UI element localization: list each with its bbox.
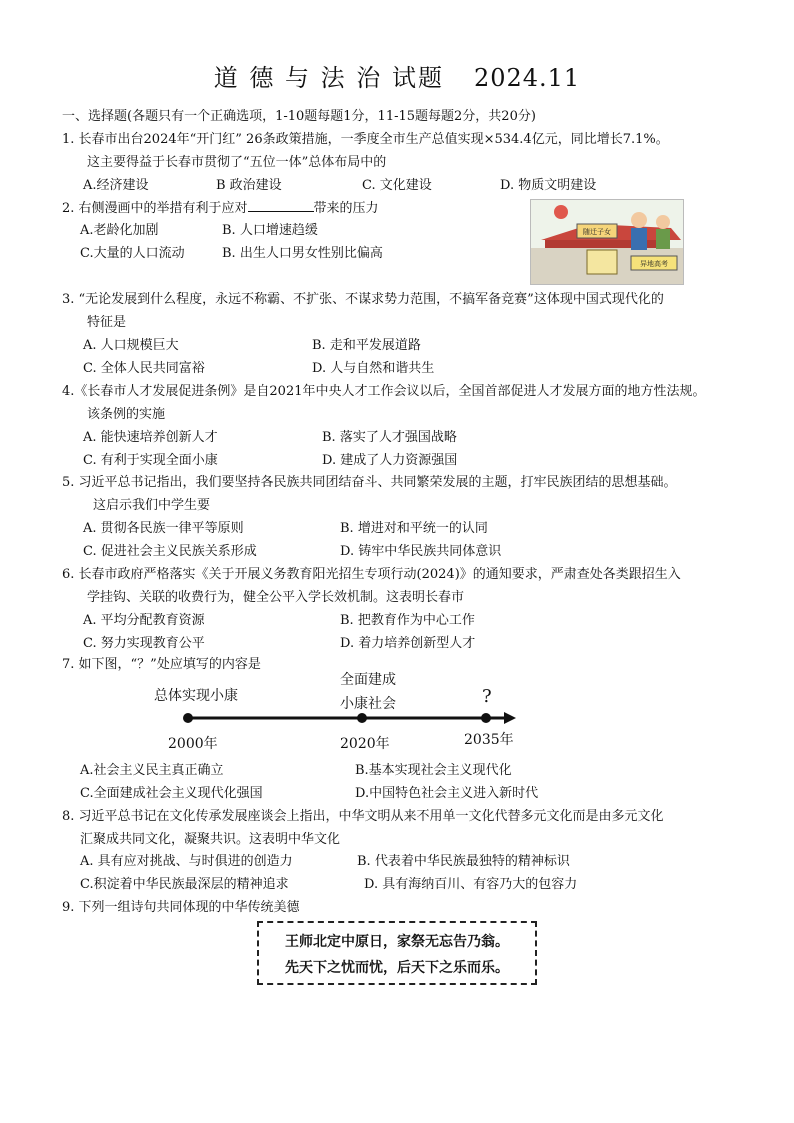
q3-stem-line1: 3. “无论发展到什么程度，永远不称霸、不扩张、不谋求势力范围，不搞军备竞赛”这体现中国式现代化的 bbox=[62, 292, 664, 307]
q8-stem-line1: 8. 习近平总书记在文化传承发展座谈会上指出，中华文明从来不用单一文化代替多元文化而是由多元文化 bbox=[62, 809, 664, 824]
q5-stem-line2: 这启示我们中学生要 bbox=[93, 498, 211, 513]
q9-poem-line2: 先天下之忧而忧，后天下之乐而乐。 bbox=[285, 960, 509, 976]
timeline-dot-2000 bbox=[183, 713, 193, 723]
timeline-year-2000: 2000年 bbox=[168, 736, 218, 752]
q2-stem-part1: 2. 右侧漫画中的举措有利于应对 bbox=[62, 201, 248, 216]
timeline-drawing bbox=[140, 668, 530, 752]
q7-option-b: B.基本实现社会主义现代化 bbox=[355, 763, 512, 778]
timeline-dot-2020 bbox=[357, 713, 367, 723]
q6-stem-line1: 6. 长春市政府严格落实《关于开展义务教育阳光招生专项行动(2024)》的通知要求，严肃查处各类跟招生入 bbox=[62, 567, 681, 582]
q5-option-a: A. 贯彻各民族一律平等原则 bbox=[83, 521, 244, 536]
q8-option-c: C.积淀着中华民族最深层的精神追求 bbox=[80, 877, 289, 892]
q7-option-c: C.全面建成社会主义现代化强国 bbox=[80, 786, 263, 801]
q9-stem: 9. 下列一组诗句共同体现的中华传统美德 bbox=[62, 900, 300, 915]
q8-option-d: D. 具有海纳百川、有容乃大的包容力 bbox=[364, 877, 578, 892]
q4-option-a: A. 能快速培养创新人才 bbox=[83, 430, 218, 445]
q1-stem-line1: 1. 长春市出台2024年“开门红” 26条政策措施，一季度全市生产总值实现×534.4亿元，同比增长7.1%。 bbox=[62, 132, 669, 147]
q3-stem-line2: 特征是 bbox=[87, 315, 127, 330]
q6-option-a: A. 平均分配教育资源 bbox=[83, 613, 205, 628]
comic-sign-2: 异地高考 bbox=[640, 260, 668, 268]
timeline-dot-2035 bbox=[481, 713, 491, 723]
q1-stem-line2: 这主要得益于长春市贯彻了“五位一体”总体布局中的 bbox=[87, 155, 387, 170]
q2-option-d: B. 出生人口男女性别比偏高 bbox=[222, 246, 383, 261]
q6-option-b: B. 把教育作为中心工作 bbox=[340, 613, 475, 628]
q7-timeline bbox=[140, 668, 530, 752]
q6-stem-line2: 学挂钩、关联的收费行为，健全公平入学长效机制。这表明长春市 bbox=[87, 590, 465, 605]
q7-stem: 7. 如下图，“？”处应填写的内容是 bbox=[62, 657, 261, 672]
q5-option-b: B. 增进对和平统一的认同 bbox=[340, 521, 488, 536]
q4-option-b: B. 落实了人才强国战略 bbox=[322, 430, 457, 445]
timeline-year-2020: 2020年 bbox=[340, 736, 390, 752]
q2-option-b: B. 人口增速趋缓 bbox=[222, 223, 318, 238]
q2-comic-image bbox=[530, 199, 684, 285]
q4-option-c: C. 有利于实现全面小康 bbox=[83, 453, 218, 468]
q2-option-c: C.大量的人口流动 bbox=[80, 246, 185, 261]
comic-sign-1: 随迁子女 bbox=[583, 228, 611, 236]
timeline-label-2020-line2: 小康社会 bbox=[340, 696, 396, 712]
q1-option-c: C. 文化建设 bbox=[362, 178, 432, 193]
q5-option-d: D. 铸牢中华民族共同体意识 bbox=[340, 544, 502, 559]
q1-option-a: A.经济建设 bbox=[83, 178, 149, 193]
q7-option-d: D.中国特色社会主义进入新时代 bbox=[355, 786, 539, 801]
q8-stem-line2: 汇聚成共同文化，凝聚共识。这表明中华文化 bbox=[80, 832, 341, 847]
q1-option-d: D. 物质文明建设 bbox=[500, 178, 597, 193]
q9-poem-box bbox=[257, 921, 537, 985]
q4-option-d: D. 建成了人力资源强国 bbox=[322, 453, 458, 468]
page-title bbox=[0, 58, 794, 93]
q7-option-a: A.社会主义民主真正确立 bbox=[80, 763, 224, 778]
q2-blank bbox=[248, 199, 314, 212]
q8-option-b: B. 代表着中华民族最独特的精神标识 bbox=[357, 854, 570, 869]
q4-stem-line1: 4.《长春市人才发展促进条例》是自2021年中央人才工作会议以后，全国首部促进人才发展方面的地方性法规。 bbox=[62, 384, 706, 399]
q2-stem-part2: 带来的压力 bbox=[313, 201, 379, 216]
q3-option-b: B. 走和平发展道路 bbox=[312, 338, 421, 353]
comic-drawing bbox=[531, 200, 683, 284]
q3-option-a: A. 人口规模巨大 bbox=[83, 338, 179, 353]
q1-option-b: B 政治建设 bbox=[216, 178, 282, 193]
q3-option-d: D. 人与自然和谐共生 bbox=[312, 361, 435, 376]
timeline-year-2035: 2035年 bbox=[464, 732, 514, 748]
q6-option-c: C. 努力实现教育公平 bbox=[83, 636, 205, 651]
q2-option-a: A.老龄化加剧 bbox=[80, 223, 159, 238]
timeline-question-mark: ? bbox=[482, 686, 492, 707]
q4-stem-line2: 该条例的实施 bbox=[87, 407, 166, 422]
q2-stem bbox=[62, 199, 379, 218]
q6-option-d: D. 着力培养创新型人才 bbox=[340, 636, 476, 651]
timeline-label-2000: 总体实现小康 bbox=[154, 688, 238, 704]
q5-option-c: C. 促进社会主义民族关系形成 bbox=[83, 544, 257, 559]
q3-option-c: C. 全体人民共同富裕 bbox=[83, 361, 205, 376]
timeline-label-2020-line1: 全面建成 bbox=[340, 672, 396, 688]
q9-poem-line1: 王师北定中原日，家祭无忘告乃翁。 bbox=[285, 934, 509, 950]
q8-option-a: A. 具有应对挑战、与时俱进的创造力 bbox=[80, 854, 293, 869]
title-text: 道 德 与 法 治 试题 bbox=[213, 64, 444, 92]
timeline-arrow bbox=[504, 712, 516, 724]
q5-stem-line1: 5. 习近平总书记指出，我们要坚持各民族共同团结奋斗、共同繁荣发展的主题，打牢民族团结的思想基础。 bbox=[62, 475, 677, 490]
title-date: 2024.11 bbox=[473, 64, 581, 92]
section-heading: 一、选择题(各题只有一个正确选项，1-10题每题1分，11-15题每题2分，共20分) bbox=[62, 109, 536, 124]
